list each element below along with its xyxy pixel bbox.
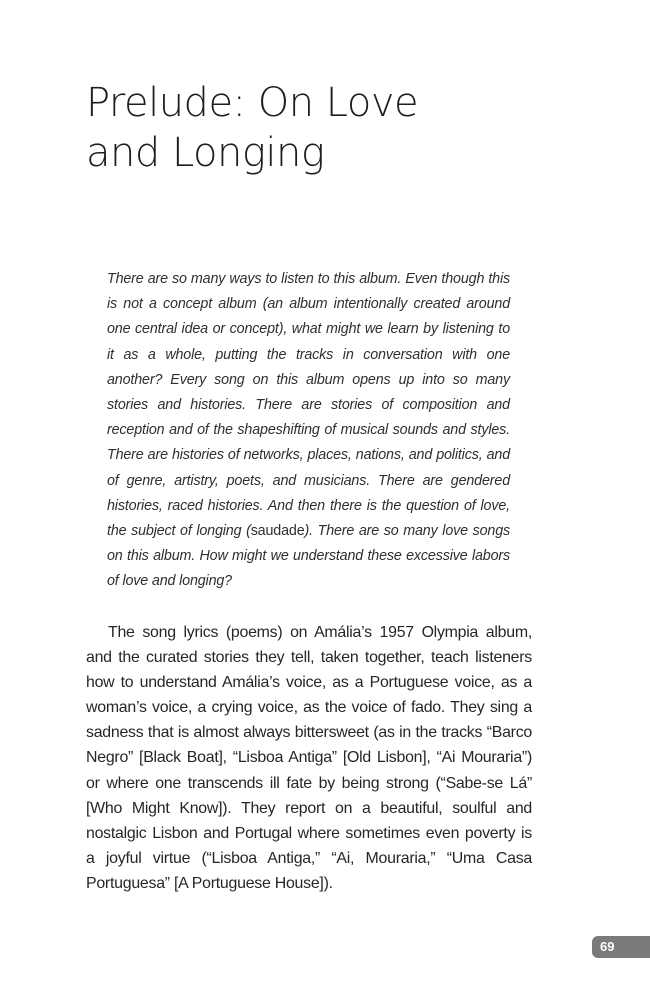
page-number: 69 xyxy=(600,939,615,954)
body-paragraph: The song lyrics (poems) on Amália’s 1957 Olympia album, and the curated stories they tell, taken together, teach listeners how to understand Amália’s voice, as a Portuguese voice, as a woman’s voice, a crying voice, as the voice of fado. They sing a sadness that is almost always bittersweet (as in the tracks “Barco Negro” [Black Boat], “Lisboa Antiga” [Old Lisbon], “Ai Mouraria”) or where one transcends ill fate by being strong (“Sabe-se Lá” [Who Might Know]). They report on a beautiful, soulful and nostalgic Lisbon and Portugal where sometimes even poverty is a joyful virtue (“Lisboa Antiga,” “Ai, Mouraria,” “Uma Casa Portuguesa” [A Portuguese House]). xyxy=(86,624,532,892)
epigraph xyxy=(107,267,510,595)
epigraph-term-saudade: saudade xyxy=(250,523,305,540)
page-number-tab xyxy=(592,936,650,958)
epigraph-text-start: There are so many ways to listen to this album. Even though this is not a concept album (an album intentionally created around one central idea or concept), what might we learn by listening to it as a whole, putting the tracks in conversation with one another? Every song on this album opens up into so many stories and histories. There are stories of composition and reception and of the shapeshifting of musical sounds and styles. There are histories of networks, places, nations, and politics, and of genre, artistry, poets, and musicians. There are gendered histories, raced histories. And then there is the question of love, the subject of longing ( xyxy=(107,271,510,540)
chapter-title-line-2: and Longing xyxy=(86,130,325,176)
epigraph-text-end: ). There are so many love songs on this album. How might we understand these excessive labors of love and longing? xyxy=(107,523,510,590)
chapter-title xyxy=(86,78,506,178)
chapter-title-line-1: Prelude: On Love xyxy=(86,80,419,126)
